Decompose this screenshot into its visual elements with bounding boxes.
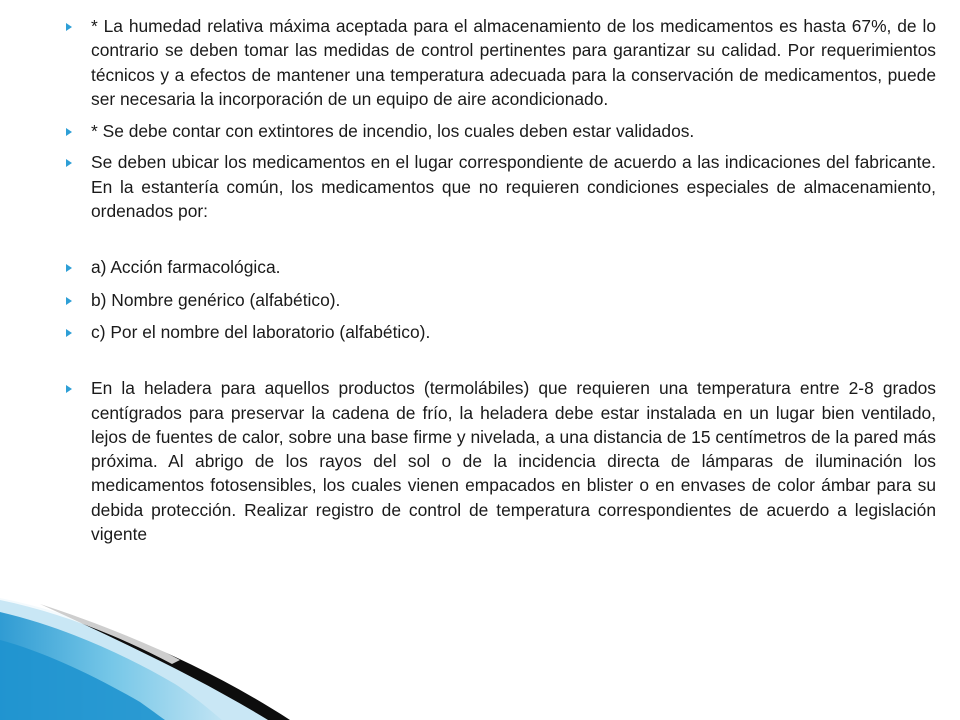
bullet-fridge — [66, 376, 936, 546]
black-swoosh — [40, 604, 290, 720]
bullet-order-a — [66, 255, 936, 279]
triangle-bullet-icon — [66, 329, 72, 337]
triangle-bullet-icon — [66, 297, 72, 305]
bullet-text: En la heladera para aquellos productos (termolábiles) que requieren una temperatura entre 2-8 grados centígrados para preservar la cadena de frío, la heladera debe estar instalada en un lugar bien ventilado, lejos de fuentes de calor, sobre una base firme y nivelada, a una distancia de 15 centímetros de la pared más próxima. Al abrigo de los rayos del sol o de la incidencia directa de lámparas de iluminación los medicamentos fotosensibles, los cuales vienen empacados en blister o en envases de color ámbar para su debida protección. Realizar registro de control de temperatura correspondientes de acuerdo a legislación vigente — [91, 378, 936, 545]
bullet-text: b) Nombre genérico (alfabético). — [91, 289, 341, 310]
wave-mid — [0, 612, 222, 720]
wave-dark — [0, 640, 165, 720]
triangle-bullet-icon — [66, 128, 72, 136]
bullet-text: c) Por el nombre del laboratorio (alfabético). — [91, 321, 431, 342]
triangle-bullet-icon — [66, 159, 72, 167]
wave-light — [0, 598, 268, 720]
triangle-bullet-icon — [66, 264, 72, 272]
bullet-placement — [66, 150, 936, 223]
bullet-extinguishers — [66, 119, 936, 143]
bullet-text: * La humedad relativa máxima aceptada para el almacenamiento de los medicamentos es hasta 67%, de lo contrario se deben tomar las medidas de control pertinentes para garantizar su calidad. Por requerimientos técnicos y a efectos de mantener una temperatura adecuada para la conservación de medicamentos, puede ser necesaria la incorporación de un equipo de aire acondicionado. — [91, 16, 936, 109]
bullet-text: Se deben ubicar los medicamentos en el lugar correspondiente de acuerdo a las indicaciones del fabricante. En la estantería común, los medicamentos que no requieren condiciones especiales de almacenamiento, ordenados por: — [91, 152, 936, 222]
slide-body — [66, 14, 936, 546]
triangle-bullet-icon — [66, 385, 72, 393]
white-swoosh — [0, 594, 180, 664]
bullet-text: a) Acción farmacológica. — [91, 257, 281, 278]
triangle-bullet-icon — [66, 23, 72, 31]
bullet-humidity — [66, 14, 936, 111]
bullet-order-b — [66, 288, 936, 312]
bullet-text: * Se debe contar con extintores de incendio, los cuales deben estar validados. — [91, 121, 695, 142]
bullet-order-c — [66, 320, 936, 344]
